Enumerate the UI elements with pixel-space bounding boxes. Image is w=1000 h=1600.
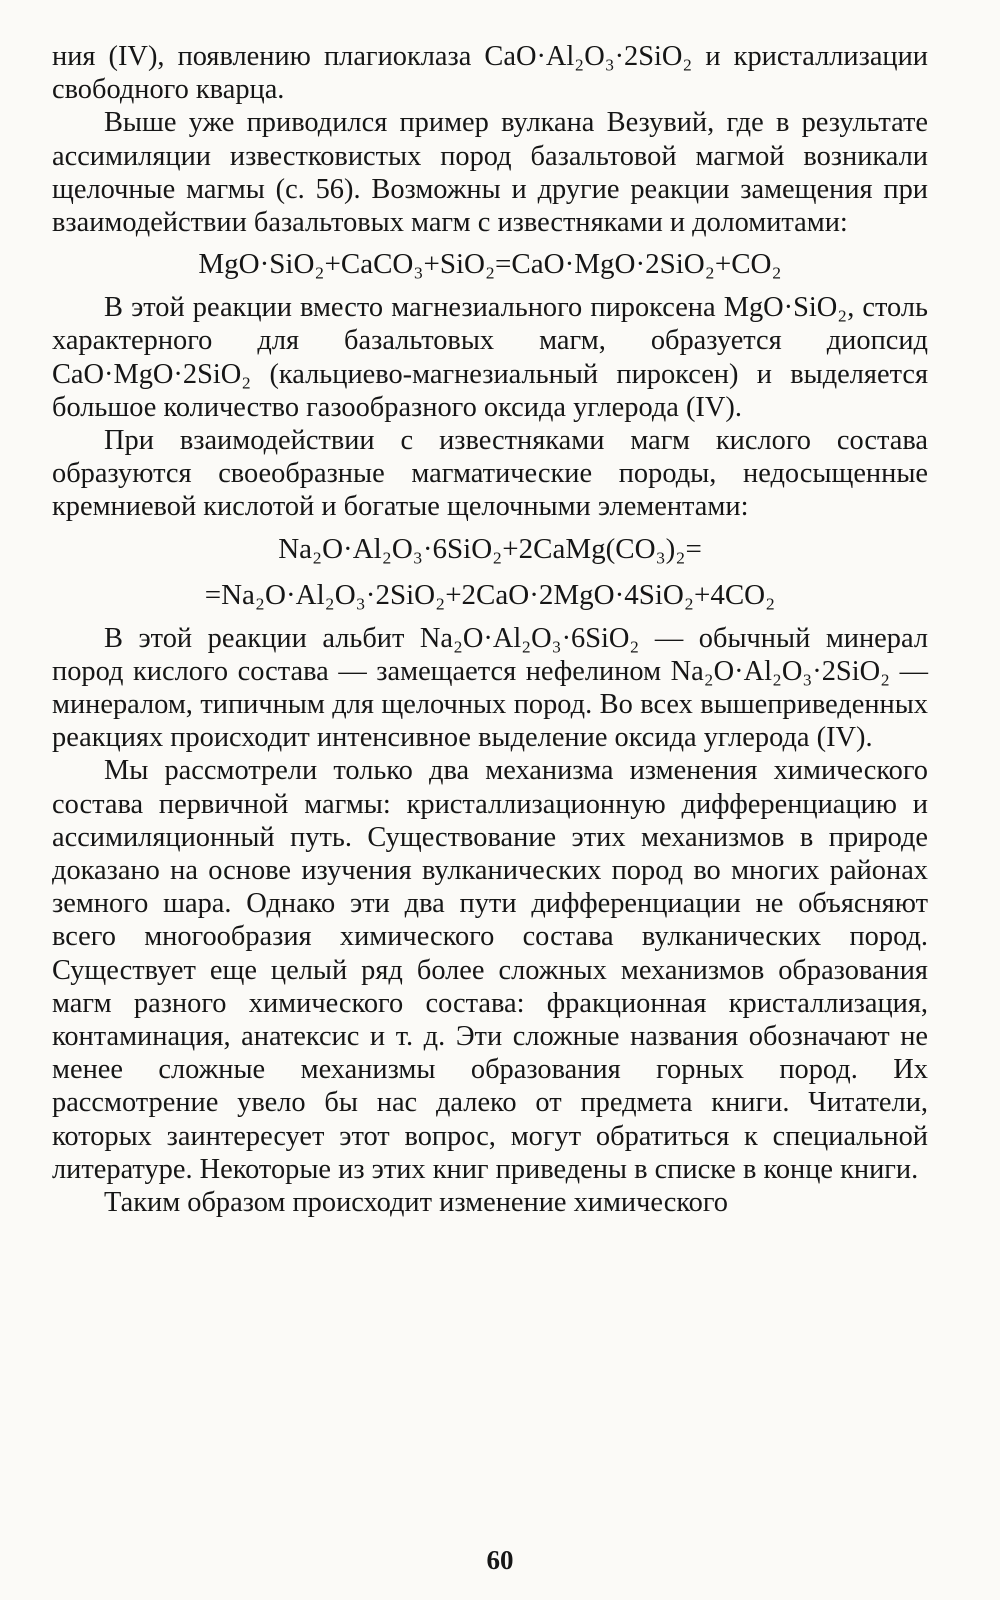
paragraph-conclusion: Таким образом происходит изменение химического <box>104 1187 728 1219</box>
equation-diopside: MgO·SiO₂+CaCO₃+SiO₂=CaO·MgO·2SiO₂+CO₂ <box>198 248 782 281</box>
paragraph-vesuvius: Выше уже приводился пример вулкана Везувий, где в результате ассимиляции известковистых пород базальтовой магмой возникали щелочные магмы (с. 56). Возможны и другие реакции замещения при взаимодействии базальтовых магм с известняками и доломитами: <box>52 107 928 239</box>
paragraph-mechanisms: Мы рассмотрели только два механизма изменения химического состава первичной магмы: кристаллизационную дифференциацию и ассимиляционный путь. Существование этих механизмов в природе доказано на основе изучения вулканических пород во многих районах земного шара. Однако эти два пути дифференциации не объясняют всего многообразия химического состава вулканических пород. Существует еще целый ряд более сложных механизмов образования магм разного химического состава: фракционная кристаллизация, контаминация, анатексис и т. д. Эти сложные названия обозначают не менее сложные механизмы образования горных пород. Их рассмотрение увело бы нас далеко от предмета книги. Читатели, которых заинтересует этот вопрос, могут обратиться к специальной литературе. Некоторые из этих книг приведены в списке в конце книги. <box>52 755 928 1185</box>
paragraph-albite: В этой реакции альбит Na₂O·Al₂O₃·6SiO₂ — обычный минерал пород кислого состава — замещается нефелином Na₂O·Al₂O₃·2SiO₂ — минералом, типичным для щелочных пород. Во всех вышеприведенных реакциях происходит интенсивное выделение оксида углерода (IV). <box>52 622 928 754</box>
paragraph-acid-magma: При взаимодействии с известняками магм кислого состава образуются своеобразные магматические породы, недосыщенные кремниевой кислотой и богатые щелочными элементами: <box>52 425 928 523</box>
equation-albite-line-1: Na₂O·Al₂O₃·6SiO₂+2CaMg(CO₃)₂= <box>278 532 702 565</box>
paragraph-continuation: ния (IV), появлению плагиоклаза CaO·Al₂O₃·2SiO₂ и кристаллизации свободного кварца. <box>52 41 928 106</box>
page-text <box>52 40 928 1219</box>
equation-albite-line-2: =Na₂O·Al₂O₃·2SiO₂+2CaO·2MgO·4SiO₂+4CO₂ <box>204 578 776 611</box>
page-number: 60 <box>486 1545 514 1575</box>
paragraph-diopside: В этой реакции вместо магнезиального пироксена MgO·SiO₂, столь характерного для базальтовых магм, образуется диопсид CaO·MgO·2SiO₂ (кальциево-магнезиальный пироксен) и выделяется большое количество газообразного оксида углерода (IV). <box>52 292 928 423</box>
